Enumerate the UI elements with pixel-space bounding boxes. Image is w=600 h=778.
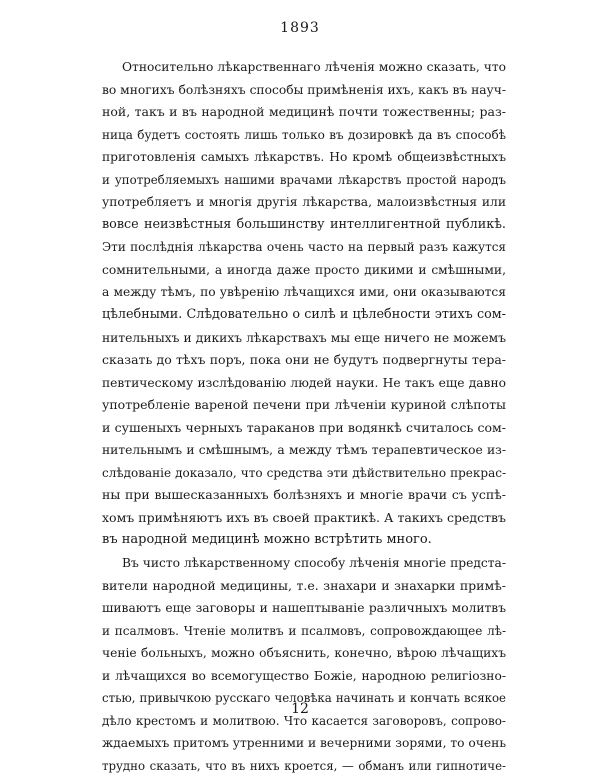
paragraph-1 — [102, 56, 506, 552]
text-line: певтическому изслѣдованію людей науки. Не такъ еще давно — [102, 375, 506, 390]
text-line: ны при вышесказанныхъ болѣзняхъ и многіе врачи съ успѣ- — [102, 487, 506, 503]
text-line: Въ чисто лѣкарственному способу лѣченія многіе предста- — [122, 556, 506, 571]
text-line: дѣло крестомъ и молитвою. Что касается заговоровъ, сопрово- — [102, 713, 506, 728]
page-number: 12 — [291, 701, 309, 717]
text-line: въ народной медицинѣ можно встрѣтить много. — [102, 532, 432, 548]
text-line: ченіе больныхъ, можно объяснить, конечно, вѣрою лѣчащихъ — [102, 646, 506, 661]
text-line: а между тѣмъ, по увѣренію лѣчащихся ими, они оказываются — [102, 285, 506, 300]
text-line: и псалмовъ. Чтеніе молитвъ и псалмовъ, сопровождающее лѣ- — [102, 623, 506, 638]
text-line: слѣдованіе доказало, что средства эти дѣйствительно прекрас- — [102, 465, 506, 480]
text-line: вители народной медицины, т.е. знахари и знахарки примѣ- — [102, 577, 506, 593]
text-line: ной, такъ и въ народной медицинѣ почти тожественны; раз- — [102, 104, 506, 120]
running-head-year: 1893 — [280, 20, 320, 36]
text-line: сомнительными, а иногда даже просто дикими и смѣшными, — [102, 262, 506, 277]
text-line: и употребляемыхъ нашими врачами лѣкарствъ простой народъ — [102, 172, 506, 187]
text-line: Эти послѣднія лѣкарства очень часто на первый разъ кажутся — [102, 240, 506, 255]
text-line: ждаемыхъ притомъ утренними и вечерними зорями, то очень — [102, 736, 506, 751]
text-line: ница будетъ состоять лишь только въ дозировкѣ да въ способѣ — [102, 127, 506, 142]
text-line: и сушеныхъ черныхъ тараканов при водянкѣ считалось сом- — [102, 419, 506, 435]
text-line: нительнымъ и смѣшнымъ, а между тѣмъ терапевтическое из- — [102, 443, 506, 458]
text-line: употребляетъ и многія другія лѣкарства, малоизвѣстныя или — [102, 195, 506, 210]
text-line: стью, привычкою русскаго человѣка начинать и кончать всякое — [102, 691, 506, 706]
text-line: сказать до тѣхъ поръ, пока они не будутъ подвергнуты тера- — [102, 352, 506, 368]
text-line: Относительно лѣкарственнаго лѣченія можно сказать, что — [122, 60, 506, 74]
text-line: вовсе неизвѣстныя большинству интеллигентной публикѣ. — [102, 216, 506, 232]
paragraph-2 — [102, 552, 506, 777]
text-line: хомъ примѣняютъ ихъ въ своей практикѣ. А такихъ средствъ — [102, 509, 506, 525]
text-line: цѣлебными. Слѣдовательно о силѣ и цѣлебности этихъ сом- — [102, 307, 506, 323]
text-line: нительныхъ и дикихъ лѣкарствахъ мы еще ничего не можемъ — [102, 330, 506, 345]
text-line: шиваютъ еще заговоры и нашептываніе различныхъ молитвъ — [102, 601, 506, 616]
text-line: приготовленія самыхъ лѣкарствъ. Но кромѣ общеизвѣстныхъ — [102, 150, 506, 165]
text-line: и лѣчащихся во всемогущество Божіе, народною религіозно- — [102, 668, 506, 683]
text-line: употребленіе вареной печени при лѣченіи куриной слѣпоты — [102, 397, 506, 413]
text-line: трудно сказать, что въ нихъ кроется, — обманъ или гипнотиче- — [102, 758, 506, 773]
text-line: во многихъ болѣзняхъ способы примѣненія ихъ, какъ въ науч- — [102, 82, 506, 97]
body-text — [102, 56, 506, 778]
